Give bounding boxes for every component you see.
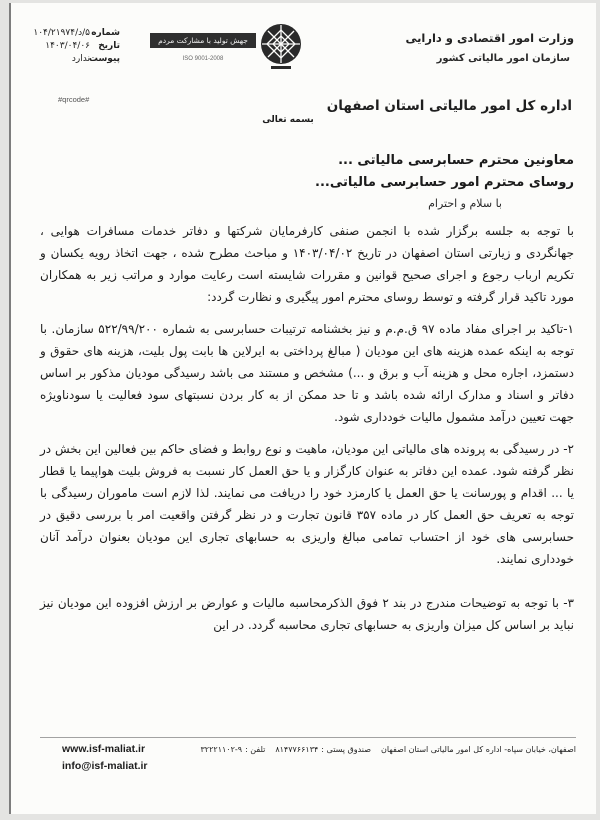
paragraph-item-2: ۲- در رسیدگی به پرونده های مالیاتی این مودیان، ماهیت و نوع روابط و فضای حاکم بین فعالین این بخش در نظر گرفته شود. عمده این دفاتر به عنوان کارگزار و یا حق العمل کار نسبت به فروش بلیت هواپیما یا قطار یا ... اقدام و پورسانت یا حق العمل یا کارمزد خود را دریافت می نمایند. لذا لازم است ماموران رسیدگی با توجه به تعریف حق العمل کار در ماده ۳۵۷ قانون تجارت و در نظر گرفتن واقعیت امر با بررسی دقیق در حسابرسی های خود از احتساب تمامی مبالغ واریزی به حسابهای تجاری این مودیان بعنوان درآمد آنان خودداری نمایند.: [40, 442, 574, 566]
email-text: info@isf-maliat.ir: [62, 760, 148, 772]
organization-name: سازمان امور مالیاتی کشور: [436, 53, 570, 64]
footer-divider: [40, 737, 576, 738]
office-title: اداره کل امور مالیاتی استان اصفهان: [326, 98, 572, 114]
number-row: [16, 27, 120, 40]
recipient-line: معاونین محترم حسابرسی مالیاتی ...: [338, 153, 574, 168]
number-label: شماره: [91, 28, 120, 38]
letter-number: ۵/د/۱۰۴/۲۱۹۷۴: [33, 28, 90, 38]
phone: [201, 745, 266, 754]
po-box-value: ۸۱۴۷۷۶۶۱۳۴: [275, 745, 319, 754]
paragraph-intro: با توجه به جلسه برگزار شده با انجمن صنفی کارفرمایان شرکتها و دفاتر خدمات مسافرات هوایی ، جهانگردی و زیارتی استان اصفهان در تاریخ ۱۴۰۳/۰۴/۰۲ و مباحث مطرح شده ، جهت اتخاذ رویه یکسان و تکریم ارباب رجوع و اجرای صحیح قوانین و مقررات شایسته است رعایت موارد و مراتب زیر به همکاران مورد تاکید قرار گرفته و توسط روسای محترم امور پیگیری و نظارت گردد:: [40, 224, 574, 304]
certification-text: ISO 9001-2008: [182, 56, 224, 62]
date-row: [16, 40, 120, 53]
attachment-value: ندارد: [71, 54, 90, 64]
attachment-label: پیوست: [88, 54, 120, 64]
footer-address: [201, 745, 577, 754]
tax-emblem-icon: [258, 20, 304, 74]
paragraph-item-3: ۳- با توجه به توضیحات مندرج در بند ۲ فوق الذکرمحاسبه مالیات و عوارض بر ارزش افزوده این مودیان نیز نباید بر اساس کل میزان واریزی به حسابهای تجاری محاسبه گردد. در این: [40, 596, 574, 632]
phone-value: ۳۲۲۲۱۱۰۲-۹: [200, 745, 243, 754]
letter-date: ۱۴۰۳/۰۴/۰۶: [45, 41, 90, 51]
invocation: بسمه تعالی: [262, 115, 314, 125]
paragraph-item-1: ۱-تاکید بر اجرای مفاد ماده ۹۷ ق.م.م و نیز بخشنامه ترتیبات حسابرسی به شماره ۵۲۲/۹۹/۲۰۰ سازمان. با توجه به اینکه عمده هزینه های این مودیان ( مبالغ پرداختی به ایرلاین ها بابت پول بلیت، هزینه های حقوق و دستمزد، اجاره محل و هزینه آب و برق و ...) مشخص و مستند می باشد رسیدگی مودیان مذکور بر اساس دفاتر و اسناد و مدارک ارائه شده باشد و تا حد ممکن از به کار بردن نسبتهای سود فعالیت یا سودناویژه جهت تعیین درآمد مشمول مالیات خودداری شود.: [40, 322, 574, 424]
postal-address: اصفهان، خیابان سپاه- اداره کل امور مالیاتی استان اصفهان: [380, 745, 576, 754]
letter-meta: [16, 27, 120, 66]
po-box: [275, 745, 371, 754]
slogan-banner: جهش تولید با مشارکت مردم: [150, 33, 256, 48]
po-box-label: صندوق پستی :: [321, 745, 371, 754]
website-text: www.isf-maliat.ir: [62, 743, 146, 755]
ministry-name: وزارت امور اقتصادی و دارایی: [405, 31, 574, 45]
greeting: با سلام و احترام: [428, 197, 502, 210]
phone-label: تلفن :: [245, 745, 266, 754]
date-label: تاریخ: [98, 41, 120, 51]
attachment-row: [16, 53, 120, 66]
letter-body: [40, 150, 574, 646]
tax-organization-logo: [258, 20, 304, 74]
qrcode-placeholder: #qrcode#: [58, 95, 90, 104]
recipient-line: روسای محترم امور حسابرسی مالیاتی...: [315, 175, 574, 190]
